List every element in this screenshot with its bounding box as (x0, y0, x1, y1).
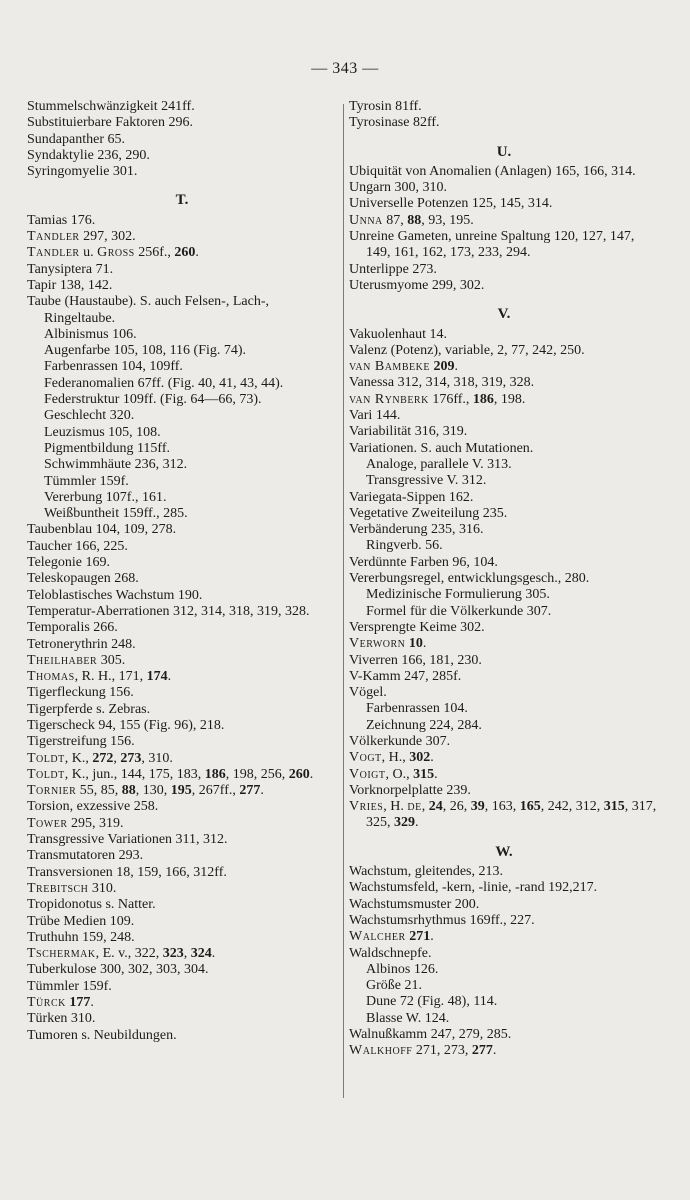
index-entry: Tigerpferde s. Zebras. (27, 701, 151, 717)
index-subentry: Dune 72 (Fig. 48), 114. (366, 994, 498, 1010)
index-entry: Transgressive Variationen 311, 312. (27, 832, 228, 848)
index-entry: Taube (Haustaube). S. auch Felsen-, Lach-, Ringeltaube. (27, 294, 269, 326)
index-entry-author: Thomas, R. H., 171, 174. (27, 669, 172, 685)
index-entry-author: Tornier 55, 85, 88, 130, 195, 267ff., 277. (27, 783, 264, 799)
index-entry: Vanessa 312, 314, 318, 319, 328. (349, 375, 535, 391)
index-entry-author: Walkhoff 271, 273, 277. (349, 1043, 497, 1059)
index-entry-author: Vogt, H., 302. (349, 750, 434, 766)
page-number: — 343 — (311, 60, 379, 77)
index-subentry: Analoge, parallele V. 313. (366, 456, 512, 472)
index-subentry: Geschlecht 320. (44, 408, 135, 424)
index-entry: Vögel. (349, 685, 387, 701)
index-entry: Verdünnte Farben 96, 104. (349, 554, 498, 570)
index-entry-author: Walcher 271. (349, 929, 434, 945)
index-entry-author: Tandler 297, 302. (27, 229, 136, 245)
index-entry: Telegonie 169. (27, 555, 110, 571)
index-entry: Tropidonotus s. Natter. (27, 897, 156, 913)
index-entry-author: Theilhaber 305. (27, 652, 126, 668)
index-entry: Tamias 176. (27, 212, 96, 228)
index-entry: V-Kamm 247, 285f. (349, 668, 462, 684)
index-entry: Tigerscheck 94, 155 (Fig. 96), 218. (27, 717, 225, 733)
index-entry: Vakuolenhaut 14. (349, 326, 447, 342)
index-subentry: Formel für die Völkerkunde 307. (366, 603, 552, 619)
index-entry: Wachstumsrhythmus 169ff., 227. (349, 912, 535, 928)
index-entry: Wachstum, gleitendes, 213. (349, 864, 504, 880)
index-entry: Tigerstreifung 156. (27, 734, 135, 750)
index-entry: Variegata-Sippen 162. (349, 489, 474, 505)
index-subentry: Medizinische Formulierung 305. (366, 587, 550, 603)
index-entry: Vari 144. (349, 408, 401, 424)
index-entry: Tumoren s. Neubildungen. (27, 1027, 177, 1043)
index-subentry: Blasse W. 124. (366, 1010, 450, 1026)
index-entry-author: Tschermak, E. v., 322, 323, 324. (27, 946, 216, 962)
index-entry: Unterlippe 273. (349, 261, 437, 277)
index-subentry: Weißbuntheit 159ff., 285. (44, 506, 188, 522)
index-entry: Wachstumsmuster 200. (349, 896, 480, 912)
section-heading-w: W. (495, 843, 513, 860)
index-entry-author: Toldt, K., 272, 273, 310. (27, 750, 173, 766)
index-entry: Tapir 138, 142. (27, 277, 113, 293)
index-entry: Sundapanther 65. (27, 131, 125, 147)
index-entry: Taucher 166, 225. (27, 538, 128, 554)
index-subentry: Federanomalien 67ff. (Fig. 40, 41, 43, 44). (44, 375, 284, 391)
index-entry: Teloblastisches Wachstum 190. (27, 587, 203, 603)
index-entry: Tanysiptera 71. (27, 261, 114, 277)
index-entry: Tetronerythrin 248. (27, 636, 136, 652)
index-entry: Ubiquität von Anomalien (Anlagen) 165, 166, 314. (349, 163, 636, 179)
index-entry: Völkerkunde 307. (349, 733, 451, 749)
section-heading-u: U. (496, 143, 512, 160)
index-entry: Torsion, exzessive 258. (27, 799, 159, 815)
index-entry-author: Unna 87, 88, 93, 195. (349, 212, 474, 228)
index-entry: Tyrosin 81ff. (349, 99, 422, 114)
index-entry: Teleskopaugen 268. (27, 571, 139, 587)
index-entry-author: Vries, H. de, 24, 26, 39, 163, 165, 242, 312, 315, 317, 325, 329. (349, 799, 657, 831)
index-entry-author: Toldt, K., jun., 144, 175, 183, 186, 198, 256, 260. (27, 766, 314, 782)
index-entry: Transmutatoren 293. (27, 848, 144, 864)
section-heading-t: T. (175, 192, 189, 209)
index-entry: Ungarn 300, 310. (349, 180, 447, 196)
index-entry: Tuberkulose 300, 302, 303, 304. (27, 962, 209, 978)
index-entry-author: Trebitsch 310. (27, 880, 117, 896)
index-entry: Variationen. S. auch Mutationen. (349, 440, 534, 456)
index-entry: Tyrosinase 82ff. (349, 115, 440, 131)
column-divider (343, 104, 344, 1098)
index-entry: Unreine Gameten, unreine Spaltung 120, 127, 147, 149, 161, 162, 173, 233, 294. (349, 229, 635, 261)
index-subentry: Schwimmhäute 236, 312. (44, 457, 188, 473)
index-entry: Wachstumsfeld, -kern, -linie, -rand 192,217. (349, 880, 598, 896)
index-entry: Uterusmyome 299, 302. (349, 277, 485, 293)
index-entry: Syringomyelie 301. (27, 164, 138, 180)
index-entry: Versprengte Keime 302. (349, 619, 485, 635)
index-entry: Transversionen 18, 159, 166, 312ff. (27, 864, 227, 880)
index-column-right (349, 99, 659, 1060)
index-entry: Syndaktylie 236, 290. (27, 147, 150, 163)
index-entry: Variabilität 316, 319. (349, 424, 468, 440)
index-entry: Walnußkamm 247, 279, 285. (349, 1027, 512, 1043)
index-entry: Waldschnepfe. (349, 945, 432, 961)
index-column-left (27, 99, 337, 1044)
index-entry: Viverren 166, 181, 230. (349, 652, 482, 668)
index-entry: Substituierbare Faktoren 296. (27, 115, 194, 131)
index-subentry: Augenfarbe 105, 108, 116 (Fig. 74). (44, 343, 247, 359)
index-subentry: Albinos 126. (366, 961, 439, 977)
index-entry: Tümmler 159f. (27, 978, 112, 994)
index-entry: Trübe Medien 109. (27, 913, 135, 929)
index-subentry: Federstruktur 109ff. (Fig. 64—66, 73). (44, 392, 262, 408)
index-subentry: Vererbung 107f., 161. (44, 489, 167, 505)
index-entry-author: van Bambeke 209. (349, 359, 458, 375)
index-entry: Vegetative Zweiteilung 235. (349, 505, 508, 521)
index-entry: Temperatur-Aberrationen 312, 314, 318, 319, 328. (27, 603, 310, 619)
index-entry: Taubenblau 104, 109, 278. (27, 522, 177, 538)
index-entry-author: Tandler u. Gross 256f., 260. (27, 245, 199, 261)
index-subentry: Größe 21. (366, 978, 422, 994)
index-subentry: Leuzismus 105, 108. (44, 424, 161, 440)
index-entry: Universelle Potenzen 125, 145, 314. (349, 196, 553, 212)
index-entry-author: Voigt, O., 315. (349, 766, 438, 782)
index-entry: Türken 310. (27, 1011, 96, 1027)
index-subentry: Ringverb. 56. (366, 538, 443, 554)
index-subentry: Pigmentbildung 115ff. (44, 440, 170, 456)
index-subentry: Transgressive V. 312. (366, 473, 487, 489)
index-subentry: Farbenrassen 104, 109ff. (44, 359, 183, 375)
index-entry: Stummelschwänzigkeit 241ff. (27, 99, 195, 114)
index-entry: Temporalis 266. (27, 620, 118, 636)
index-subentry: Tümmler 159f. (44, 473, 129, 489)
index-subentry: Zeichnung 224, 284. (366, 717, 482, 733)
index-entry: Vorknorpelplatte 239. (349, 782, 471, 798)
index-entry: Vererbungsregel, entwicklungsgesch., 280. (349, 571, 590, 587)
index-entry-author: Türck 177. (27, 995, 94, 1011)
index-entry-author: van Rynberk 176ff., 186, 198. (349, 391, 526, 407)
index-entry-author: Tower 295, 319. (27, 815, 124, 831)
index-subentry: Farbenrassen 104. (366, 701, 468, 717)
index-entry: Verbänderung 235, 316. (349, 522, 484, 538)
index-subentry: Albinismus 106. (44, 326, 137, 342)
index-entry: Tigerfleckung 156. (27, 685, 134, 701)
index-entry-author: Verworn 10. (349, 636, 427, 652)
index-entry: Truthuhn 159, 248. (27, 929, 135, 945)
section-heading-v: V. (497, 306, 511, 323)
index-entry: Valenz (Potenz), variable, 2, 77, 242, 250. (349, 342, 585, 358)
